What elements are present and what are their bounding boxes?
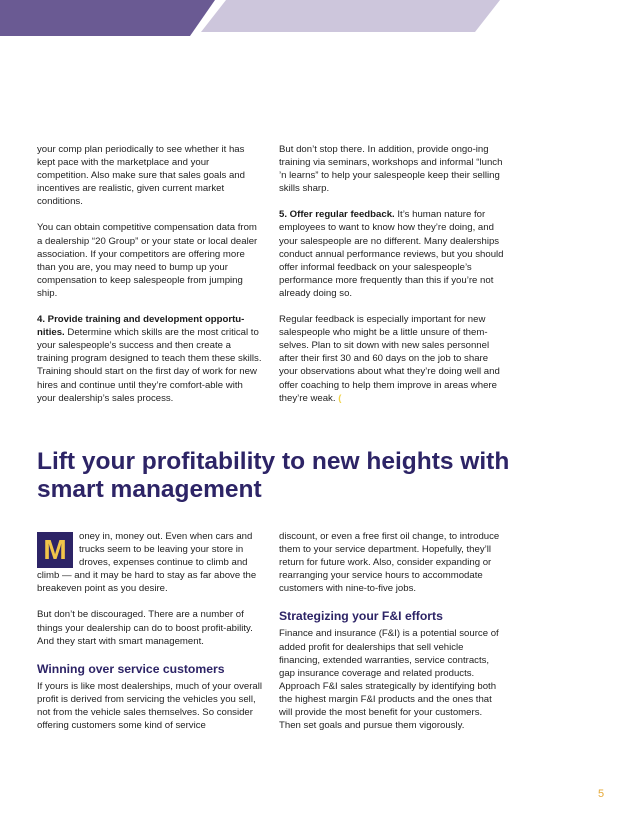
paragraph: You can obtain competitive compensation data from a dealership “20 Group” or your state or local dealer association. If your competitors are offering more than you are, you may need to bump up your compensation to keep salespeople from jumping ship. <box>37 222 258 299</box>
top-left-column <box>37 143 262 418</box>
paragraph: But don’t be discouraged. There are a number of things your dealership can do to boost profit-ability. And they start with smart management. <box>37 609 253 647</box>
paragraph: your comp plan periodically to see whether it has kept pace with the marketplace and your competition. Also make sure that sales goals and incentives are realistic, given current market conditions. <box>37 144 245 208</box>
paragraph: Finance and insurance (F&I) is a potential source of added profit for dealerships that sell vehicle financing, extended warranties, service contracts, gap insurance coverage and related products. Approach F&I sales strategically by identifying both the highest margin F&I products and the ones that will provide the most benefit for your customers. Then set goals and pursue them vigorously. <box>279 628 499 732</box>
intro-paragraph: M oney in, money out. Even when cars and trucks seem to be leaving your store in droves, expenses continue to climb and climb — and it may be hard to stay as far above the breakeven point as you desire. <box>37 531 257 595</box>
paragraph: Regular feedback is especially important for new salespeople who might be a little unsure of them-selves. Plan to sit down with new sales personnel after their first 30 and 60 days on the job to share your observations about what they’re doing well and offer coaching to help them improve in areas where they’re weak. ( <box>279 314 500 404</box>
page-number: 5 <box>598 788 605 800</box>
subheading-service: Winning over service customers <box>37 661 225 676</box>
bottom-right-column <box>279 530 504 745</box>
banner-dark-band <box>0 0 215 36</box>
top-banner <box>0 0 640 36</box>
bottom-left-column <box>37 530 262 745</box>
paragraph: 4. Provide training and development opportu-nities. Determine which skills are the most critical to your salespeople’s success and then create a training program designed to teach them these skills. Training should start on the first day of work for new hires and continue until they’re comfort-able with your dealership’s sales process. <box>37 314 262 404</box>
top-right-column <box>279 143 504 418</box>
subheading-fi: Strategizing your F&I efforts <box>279 609 443 624</box>
banner-light-band <box>201 0 500 32</box>
tip-heading: 5. Offer regular feedback. <box>279 209 395 221</box>
paragraph: 5. Offer regular feedback. It’s human nature for employees to want to know how they’re doing, and your salespeople are no different. Many dealerships conduct annual performance reviews, but you should offer informal feedback on your salespeople’s performance more frequently than this if you’re not already doing so. <box>279 209 504 299</box>
paragraph: discount, or even a free first oil change, to introduce them to your service department. Hopefully, they’ll return for future work. Also, consider expanding or rearranging your service hours to accommodate customers with nine-to-five jobs. <box>279 531 500 595</box>
paragraph: If yours is like most dealerships, much of your overall profit is derived from servicing the vehicles you sell, not from the vehicle sales themselves. So consider offering customers some kind of service <box>37 680 263 732</box>
tip-heading: 4. Provide training and development opportu-nities. <box>37 314 245 339</box>
section-heading: Lift your profitability to new heights with smart management <box>37 448 510 503</box>
drop-cap: M <box>37 532 73 568</box>
paragraph: But don’t stop there. In addition, provide ongo-ing training via seminars, workshops and informal “lunch ’n learns” to help your salespeople keep their selling skills sharp. <box>279 144 503 195</box>
end-mark-icon: ( <box>338 392 342 404</box>
